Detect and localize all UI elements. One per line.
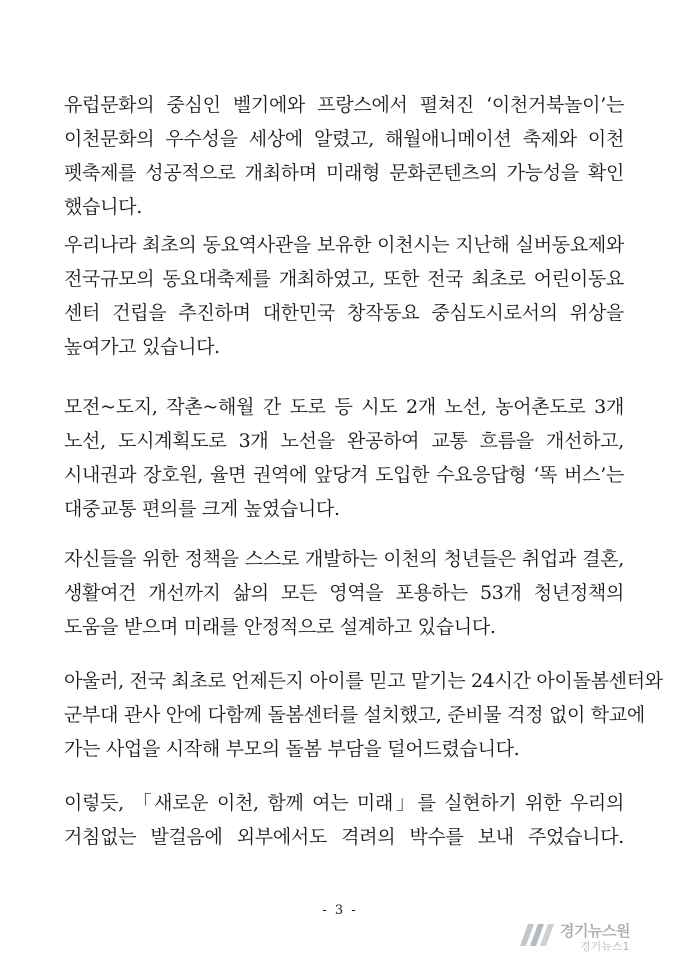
news-watermark	[516, 918, 666, 954]
text-line: 시내권과 장호원, 율면 권역에 앞당겨 도입한 수요응답형 ‘똑 버스’는	[64, 464, 624, 486]
paragraph-culture	[64, 88, 624, 224]
text-line: 대중교통 편의를 크게 높였습니다.	[64, 498, 340, 520]
text-line: 펫축제를 성공적으로 개최하며 미래형 문화콘텐츠의 가능성을 확인	[64, 162, 624, 184]
text-line: 유럽문화의 중심인 벨기에와 프랑스에서 펼쳐진 ‘이천거북놀이’는	[64, 94, 624, 116]
text-line: 노선, 도시계획도로 3개 노선을 완공하여 교통 흐름을 개선하고,	[64, 430, 624, 452]
paragraph-closing	[64, 786, 624, 854]
text-line: 모전~도지, 작촌~해월 간 도로 등 시도 2개 노선, 농어촌도로 3개	[64, 396, 624, 418]
watermark-title: 경기뉴스원	[560, 922, 630, 940]
text-line: 도움을 받으며 미래를 안정적으로 설계하고 있습니다.	[64, 616, 496, 638]
text-line: 자신들을 위한 정책을 스스로 개발하는 이천의 청년들은 취업과 결혼,	[64, 548, 624, 570]
text-line: 우리나라 최초의 동요역사관을 보유한 이천시는 지난해 실버동요제와	[64, 234, 624, 256]
news-logo-icon	[516, 920, 556, 950]
paragraph-children-song	[64, 228, 624, 364]
text-line: 전국규모의 동요대축제를 개최하였고, 또한 전국 최초로 어린이동요	[64, 268, 624, 290]
paragraph-youth-policy	[64, 542, 624, 644]
text-line: 아울러, 전국 최초로 언제든지 아이를 믿고 맡기는 24시간 아이돌봄센터와	[64, 670, 663, 692]
paragraph-childcare	[64, 664, 663, 766]
text-line: 생활여건 개선까지 삶의 모든 영역을 포용하는 53개 청년정책의	[64, 582, 624, 604]
text-line: 거침없는 발걸음에 외부에서도 격려의 박수를 보내 주었습니다.	[64, 826, 624, 848]
text-line: 이천문화의 우수성을 세상에 알렸고, 해월애니메이션 축제와 이천	[64, 128, 624, 150]
text-line: 가는 사업을 시작해 부모의 돌봄 부담을 덜어드렸습니다.	[64, 738, 520, 760]
page-number: - 3 -	[322, 903, 358, 918]
text-line: 높여가고 있습니다.	[64, 336, 220, 358]
text-line: 센터 건립을 추진하며 대한민국 창작동요 중심도시로서의 위상을	[64, 302, 624, 324]
text-line: 했습니다.	[64, 196, 142, 218]
paragraph-transportation	[64, 390, 624, 526]
text-line: 이렇듯, 「새로운 이천, 함께 여는 미래」를 실현하기 위한 우리의	[64, 792, 624, 814]
watermark-subtitle: 경기뉴스1	[580, 940, 630, 953]
text-line: 군부대 관사 안에 다함께 돌봄센터를 설치했고, 준비물 걱정 없이 학교에	[64, 704, 645, 726]
